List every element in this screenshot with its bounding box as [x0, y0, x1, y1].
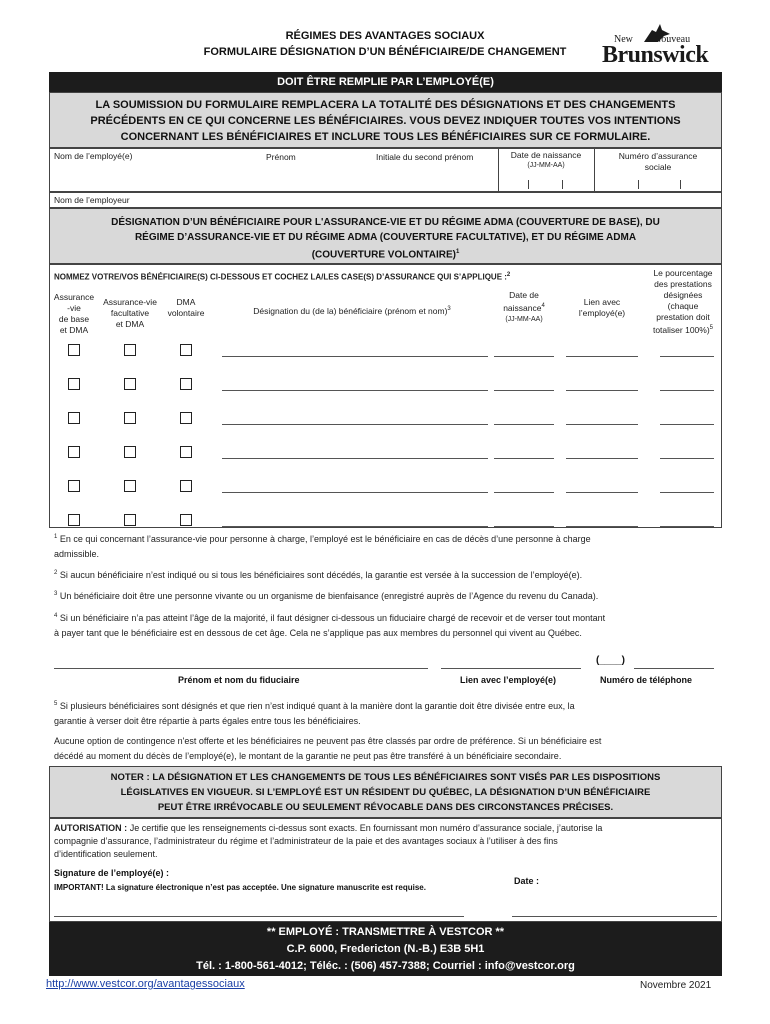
beneficiary-name-line[interactable] [222, 526, 488, 527]
voluntary-add-checkbox[interactable] [180, 480, 192, 492]
optional-life-checkbox[interactable] [124, 344, 136, 356]
beneficiary-dob-line[interactable] [494, 458, 554, 459]
designation-title-line3: (COUVERTURE VOLONTAIRE) [311, 249, 456, 261]
beneficiary-relation-line[interactable] [566, 458, 638, 459]
beneficiary-relation-line[interactable] [566, 356, 638, 357]
beneficiary-relation-line[interactable] [566, 492, 638, 493]
voluntary-add-checkbox[interactable] [180, 344, 192, 356]
trustee-relation-label: Lien avec l’employé(e) [460, 675, 557, 685]
beneficiary-name-line[interactable] [222, 458, 488, 459]
optional-life-checkbox[interactable] [124, 514, 136, 526]
optional-life-checkbox[interactable] [124, 378, 136, 390]
trustee-phone-line[interactable] [634, 668, 714, 669]
submission-bar [49, 922, 722, 976]
col-optional-header: Assurance-vie facultative et DMA [103, 297, 157, 329]
notice-line3: CONCERNANT LES BÉNÉFICIAIRES ET INCLURE TOUS LES BÉNÉFICIAIRES SUR CE FORMULAIRE. [120, 131, 651, 143]
note-line3: PEUT ÊTRE IRRÉVOCABLE OU SEULEMENT RÉVOCABLE DANS DES CIRCONSTANCES PRÉCISES. [157, 802, 614, 813]
designation-title-line1: DÉSIGNATION D’UN BÉNÉFICIAIRE POUR L'ASSURANCE-VIE ET DU RÉGIME ADMA (COUVERTURE DE BASE), DU [111, 217, 660, 228]
basic-life-checkbox[interactable] [68, 378, 80, 390]
notice-line1: LA SOUMISSION DU FORMULAIRE REMPLACERA LA TOTALITÉ DES DÉSIGNATIONS ET DES CHANGEMENTS [95, 99, 676, 111]
beneficiary-name-line[interactable] [222, 356, 488, 357]
logo-nouveau: Nouveau [654, 34, 691, 45]
optional-life-checkbox[interactable] [124, 480, 136, 492]
signature-label: Signature de l’employé(e) : [54, 868, 170, 878]
footnote-4: $^4$ Si un bénéficiaire n’a pas atteint l’âge de la majorité, il faut désigner ci-dessous un fiduciaire chargé de recevoir et de verser tout montant à payer tant que le bénéficiaire est en dessous de cet âge. Cela ne s’applique pas aux membres du personnel qui vivent au Québec. [54, 613, 606, 638]
notice-line2: PRÉCÉDENTS EN CE QUI CONCERNE LES BÉNÉFICIAIRES. VOUS DEVEZ INDIQUER TOUTES VOS INTENTIONS [90, 115, 681, 127]
beneficiary-percent-line[interactable] [660, 356, 714, 357]
phone-prefix: (____) [596, 655, 625, 666]
form-title-line2: FORMULAIRE DÉSIGNATION D’UN BÉNÉFICIAIRE/DE CHANGEMENT [203, 46, 567, 58]
beneficiary-percent-line[interactable] [660, 424, 714, 425]
beneficiary-relation-line[interactable] [566, 526, 638, 527]
beneficiary-relation-line[interactable] [566, 424, 638, 425]
basic-life-checkbox[interactable] [68, 446, 80, 458]
col-dob-header: Date de naissance$^4$ (JJ-MM-AA) [503, 290, 545, 323]
dob-format: (JJ-MM-AA) [527, 162, 565, 169]
legal-note-box [49, 766, 722, 818]
beneficiary-percent-line[interactable] [660, 390, 714, 391]
designation-title-line2: RÉGIME D’ASSURANCE-VIE ET DU RÉGIME ADMA (COUVERTURE FACULTATIVE), ET DU RÉGIME ADMA [134, 232, 637, 243]
beneficiary-name-line[interactable] [222, 424, 488, 425]
dob-label: Date de naissance [510, 150, 582, 160]
designation-title-sup: 1 [455, 249, 460, 255]
col-voluntary-header: DMA volontaire [167, 297, 205, 318]
date-line[interactable] [512, 916, 717, 917]
footnote-1: $^1$ En ce qui concernant l’assurance-vie pour personne à charge, l’employé est le bénéficiaire en cas de décès d’une personne à charge admissible. [54, 534, 591, 559]
logo-new: New [614, 34, 633, 45]
note-line2: LÉGISLATIVES EN VIGUEUR. SI L’EMPLOYÉ EST UN RÉSIDENT DU QUÉBEC, LA DÉSIGNATION D’UN BÉNÉFICIAIRE [120, 787, 651, 798]
employer-label: Nom de l’employeur [54, 195, 130, 205]
trustee-name-line[interactable] [54, 668, 428, 669]
logo-brunswick: Brunswick [602, 42, 709, 68]
sin-label-line2: sociale [644, 162, 672, 172]
notice-box [49, 92, 722, 148]
voluntary-add-checkbox[interactable] [180, 514, 192, 526]
col-percent-header: Le pourcentage des prestations désignées (chaque prestation doit totaliser 100%)$^5$ [652, 268, 714, 335]
first-name-label: Prénom [266, 152, 296, 162]
col-beneficiary-header: Désignation du (de la) bénéficiaire (prénom et nom)$^3$ [253, 305, 451, 316]
basic-life-checkbox[interactable] [68, 412, 80, 424]
beneficiary-dob-line[interactable] [494, 492, 554, 493]
benefits-url-link[interactable]: http://www.vestcor.org/avantagessociaux [46, 978, 245, 990]
beneficiary-dob-line[interactable] [494, 390, 554, 391]
footer-line1: ** EMPLOYÉ : TRANSMETTRE À VESTCOR ** [266, 926, 505, 938]
beneficiary-relation-line[interactable] [566, 390, 638, 391]
basic-life-checkbox[interactable] [68, 514, 80, 526]
beneficiary-dob-line[interactable] [494, 526, 554, 527]
footnote-3: $^3$ Un bénéficiaire doit être une personne vivante ou un organisme de bienfaisance (enregistré auprès de l’Agence du revenu du Canada). [54, 591, 599, 601]
footer-line2: C.P. 6000, Fredericton (N.-B.) E3B 5H1 [286, 943, 485, 955]
designation-title-box [49, 208, 722, 264]
footnote-2: $^2$ Si aucun bénéficiaire n’est indiqué ou si tous les bénéficiaires sont décédés, la garantie est versée à la succession de l’employé(e). [54, 570, 583, 580]
form-date: Novembre 2021 [640, 980, 712, 991]
employee-section-bar: DOIT ÊTRE REMPLIE PAR L’EMPLOYÉ(E) [49, 72, 722, 92]
optional-life-checkbox[interactable] [124, 412, 136, 424]
beneficiary-name-line[interactable] [222, 390, 488, 391]
beneficiary-percent-line[interactable] [660, 526, 714, 527]
voluntary-add-checkbox[interactable] [180, 378, 192, 390]
beneficiary-dob-line[interactable] [494, 356, 554, 357]
form-title-line1: RÉGIMES DES AVANTAGES SOCIAUX [285, 30, 485, 42]
beneficiary-dob-line[interactable] [494, 424, 554, 425]
signature-line[interactable] [54, 916, 464, 917]
optional-life-checkbox[interactable] [124, 446, 136, 458]
nb-logo [600, 22, 725, 68]
beneficiary-percent-line[interactable] [660, 458, 714, 459]
employee-name-label: Nom de l’employé(e) [54, 151, 133, 161]
signature-note: IMPORTANT! La signature électronique n’est pas acceptée. Une signature manuscrite est requise. [54, 883, 426, 892]
designation-instruction: NOMMEZ VOTRE/VOS BÉNÉFICIAIRE(S) CI-DESSOUS ET COCHEZ LA/LES CASE(S) D’ASSURANCE QUI S’APPLIQUE :$^2$ [54, 272, 511, 282]
col-relation-header: Lien avec l’employé(e) [578, 297, 626, 318]
basic-life-checkbox[interactable] [68, 344, 80, 356]
contingency-note: Aucune option de contingence n'est offerte et les bénéficiaires ne peuvent pas être classés par ordre de préférence. Si un bénéficiaire est décédé au moment du décès de l’employé(e), le montant de la garantie ne peut pas être transféré à un bénéficiaire secondaire. [54, 736, 602, 761]
basic-life-checkbox[interactable] [68, 480, 80, 492]
employer-box [49, 192, 722, 208]
sin-label-line1: Numéro d’assurance [618, 151, 698, 161]
voluntary-add-checkbox[interactable] [180, 446, 192, 458]
beneficiary-name-line[interactable] [222, 492, 488, 493]
col-basic-header: Assurance -vie de base et DMA [53, 292, 95, 335]
trustee-name-label: Prénom et nom du fiduciaire [178, 675, 300, 685]
date-label: Date : [514, 876, 540, 886]
voluntary-add-checkbox[interactable] [180, 412, 192, 424]
authorization-text: AUTORISATION : Je certifie que les renseignements ci-dessus sont exacts. En fournissant mon numéro d’assurance sociale, j’autorise la compagnie d’assurance, l’administrateur du régime et l’administrateur de la paie et des avantages sociaux à l’utiliser à des fins d’identification seulement. [54, 823, 603, 859]
note-line1: NOTER : LA DÉSIGNATION ET LES CHANGEMENTS DE TOUS LES BÉNÉFICIAIRES SONT VISÉS PAR LES DISPOSITIONS [110, 772, 661, 783]
middle-initial-label: Initiale du second prénom [376, 152, 474, 162]
footnote-5: $^5$ Si plusieurs bénéficiaires sont désignés et que rien n’est indiqué quant à la manière dont la garantie doit être divisée entre eux, la garantie à verser doit être répartie à parts égales entre tous les bénéficiaires. [54, 701, 575, 726]
footer-line3: Tél. : 1-800-561-4012; Téléc. : (506) 457-7388; Courriel : info@vestcor.org [196, 960, 575, 972]
trustee-phone-label: Numéro de téléphone [600, 675, 693, 685]
beneficiary-percent-line[interactable] [660, 492, 714, 493]
trustee-relation-line[interactable] [441, 668, 581, 669]
